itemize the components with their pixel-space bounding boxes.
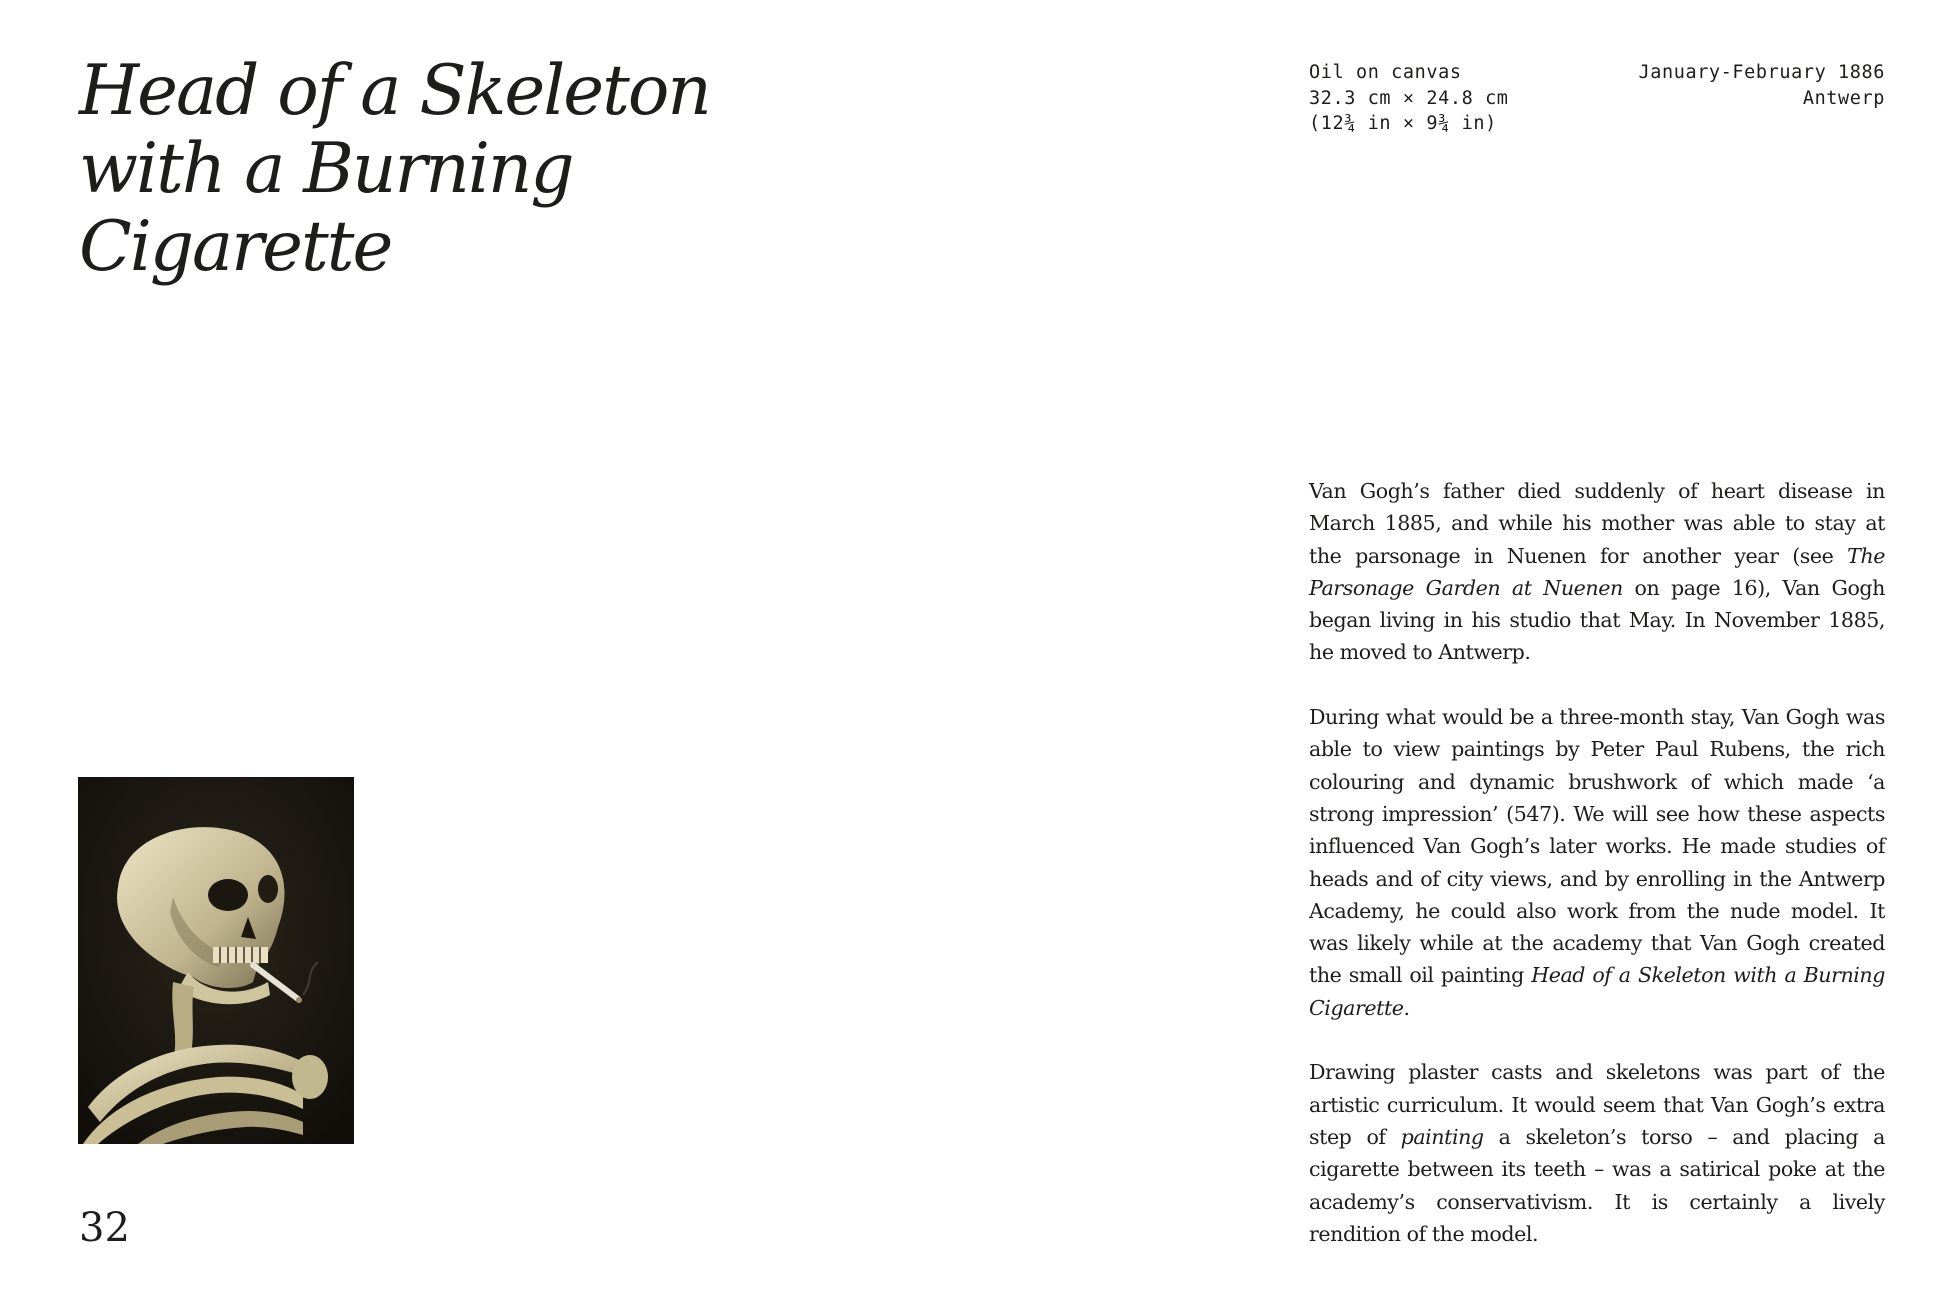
artwork-date: January-February 1886 — [1638, 62, 1885, 83]
body-paragraph — [1309, 475, 1885, 669]
text-run: . — [1403, 995, 1410, 1020]
artwork-medium-block — [1309, 60, 1509, 137]
text-run: Van Gogh’s father died suddenly of heart disease in March 1885, and while his mother was able to stay at the parsonage in Nuenen for another year (see — [1309, 479, 1885, 568]
painting-image — [78, 777, 354, 1144]
artwork-place: Antwerp — [1802, 87, 1885, 109]
artwork-dimensions-in: (12¾ in × 9¾ in) — [1309, 113, 1497, 134]
skeleton-painting-illustration — [78, 777, 354, 1144]
text-run: on page 16), Van Gogh began living in his studio that May. In November 1885, he moved to Antwerp. — [1309, 575, 1885, 665]
title-line: with a Burning — [79, 129, 573, 209]
artwork-date-block — [1639, 60, 1886, 111]
emphasis: painting — [1400, 1124, 1484, 1149]
artwork-reference: Head of a Skeleton with a Burning Cigarette — [1309, 963, 1885, 1020]
artwork-dimensions-cm: 32.3 cm × 24.8 cm — [1309, 87, 1509, 109]
artwork-medium: Oil on canvas — [1309, 62, 1462, 83]
text-run: During what would be a three-month stay, Van Gogh was able to view paintings by Peter Paul Rubens, the rich colouring and dynamic brushwork of which made ‘a strong impression’ (547). We will see how these aspects influenced Van Gogh’s later works. He made studies of heads and of city views, and by enrolling in the Antwerp Academy, he could also work from the nude model. It was likely while at the academy that Van Gogh created the small oil painting — [1309, 705, 1885, 988]
body-text — [1309, 475, 1885, 1282]
artwork-reference: The Parsonage Garden at Nuenen — [1309, 543, 1885, 600]
title-line: Cigarette — [79, 207, 392, 287]
artwork-title — [79, 52, 719, 286]
body-paragraph — [1309, 1056, 1885, 1250]
body-paragraph — [1309, 701, 1885, 1024]
title-line: Head of a Skeleton — [79, 51, 710, 131]
text-run: a skeleton’s torso – and placing a cigarette between its teeth – was a satirical poke at the academy’s conservativism. It is certainly a lively rendition of the model. — [1309, 1124, 1885, 1246]
page-number: 32 — [79, 1205, 130, 1251]
text-run: Drawing plaster casts and skeletons was part of the artistic curriculum. It would seem that Van Gogh’s extra step of — [1309, 1060, 1885, 1149]
